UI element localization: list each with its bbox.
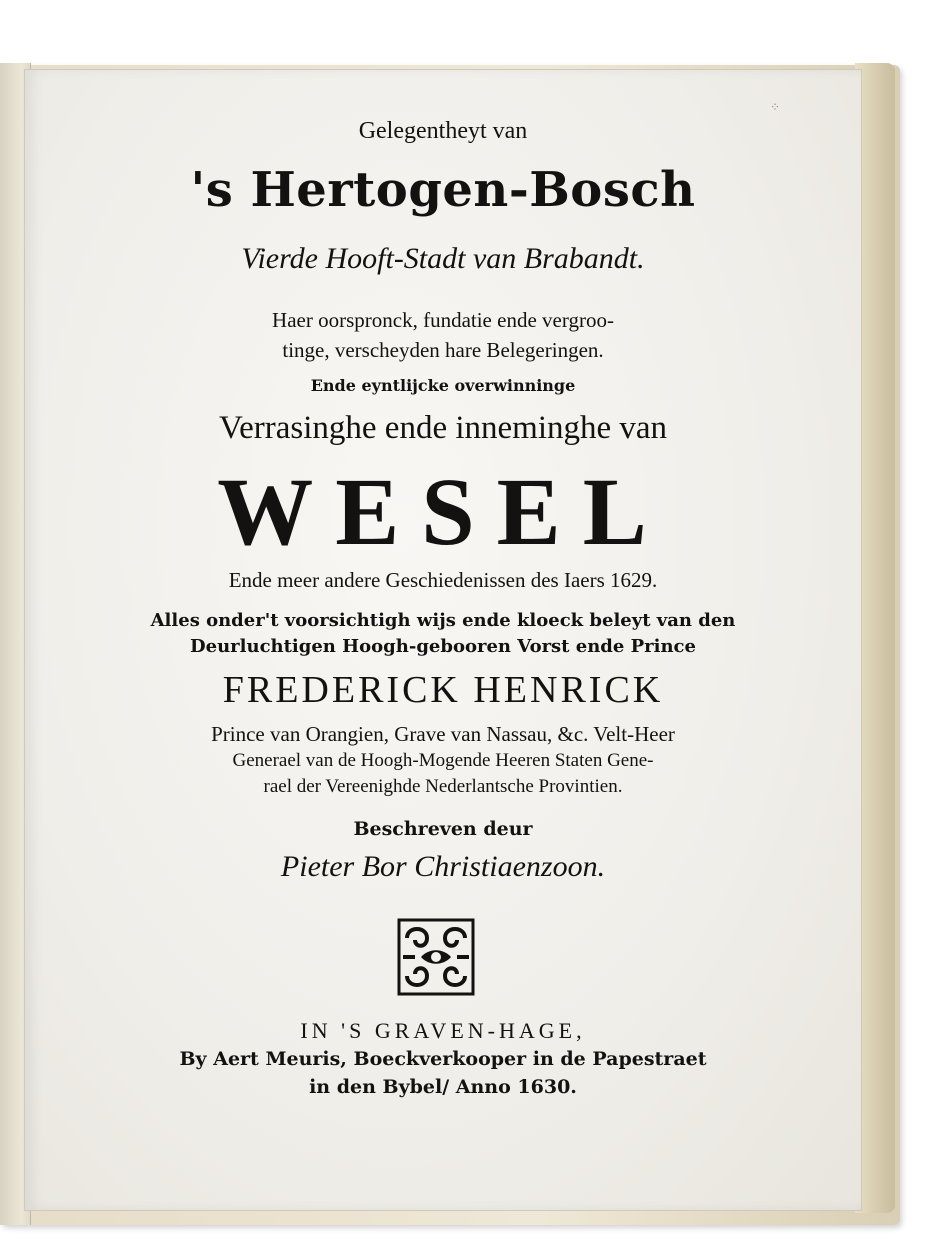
title-page <box>24 69 862 1211</box>
ende-meer-line: Ende meer andere Geschiedenissen des Iaers 1629. <box>228 568 658 592</box>
imprint-address: in den Bybel/ Anno 1630. <box>309 1076 577 1098</box>
described-by: Beschreven deur <box>353 818 533 840</box>
author-name: Pieter Bor Christiaenzoon. <box>280 850 606 883</box>
title-line-3: Vierde Hooft-Stadt van Brabandt. <box>241 242 645 275</box>
description-line-2: tinge, verscheyden hare Belegeringen. <box>282 338 604 362</box>
prince-title-3: rael der Vereenighde Nederlantsche Provintien. <box>263 776 623 797</box>
ink-mark: ⁘ <box>770 100 781 114</box>
wesel-heading: WESEL <box>217 458 669 565</box>
book <box>0 55 905 1230</box>
title-city: 's Hertogen-Bosch <box>190 162 696 218</box>
imprint-city: IN 'S GRAVEN-HAGE, <box>300 1018 586 1043</box>
alles-line-2: Deurluchtigen Hoogh-gebooren Vorst ende Prince <box>190 636 696 657</box>
imprint-printer: By Aert Meuris, Boeckverkooper in de Papestraet <box>179 1048 707 1070</box>
prince-name: FREDERICK HENRICK <box>222 669 664 711</box>
alles-line-1: Alles onder't voorsichtigh wijs ende kloeck beleyt van den <box>150 610 736 631</box>
verrassinghe-line: Verrasinghe ende inneminghe van <box>218 410 668 446</box>
title-line-1: Gelegentheyt van <box>358 118 528 144</box>
description-line-1: Haer oorspronck, fundatie ende vergroo- <box>272 308 614 332</box>
printer-ornament-icon <box>397 918 475 996</box>
blackletter-line: Ende eyntlijcke overwinninge <box>310 376 576 395</box>
prince-title-2: Generael van de Hoogh-Mogende Heeren Staten Gene- <box>232 750 654 771</box>
prince-title-1: Prince van Orangien, Grave van Nassau, &c. Velt-Heer <box>211 722 675 746</box>
